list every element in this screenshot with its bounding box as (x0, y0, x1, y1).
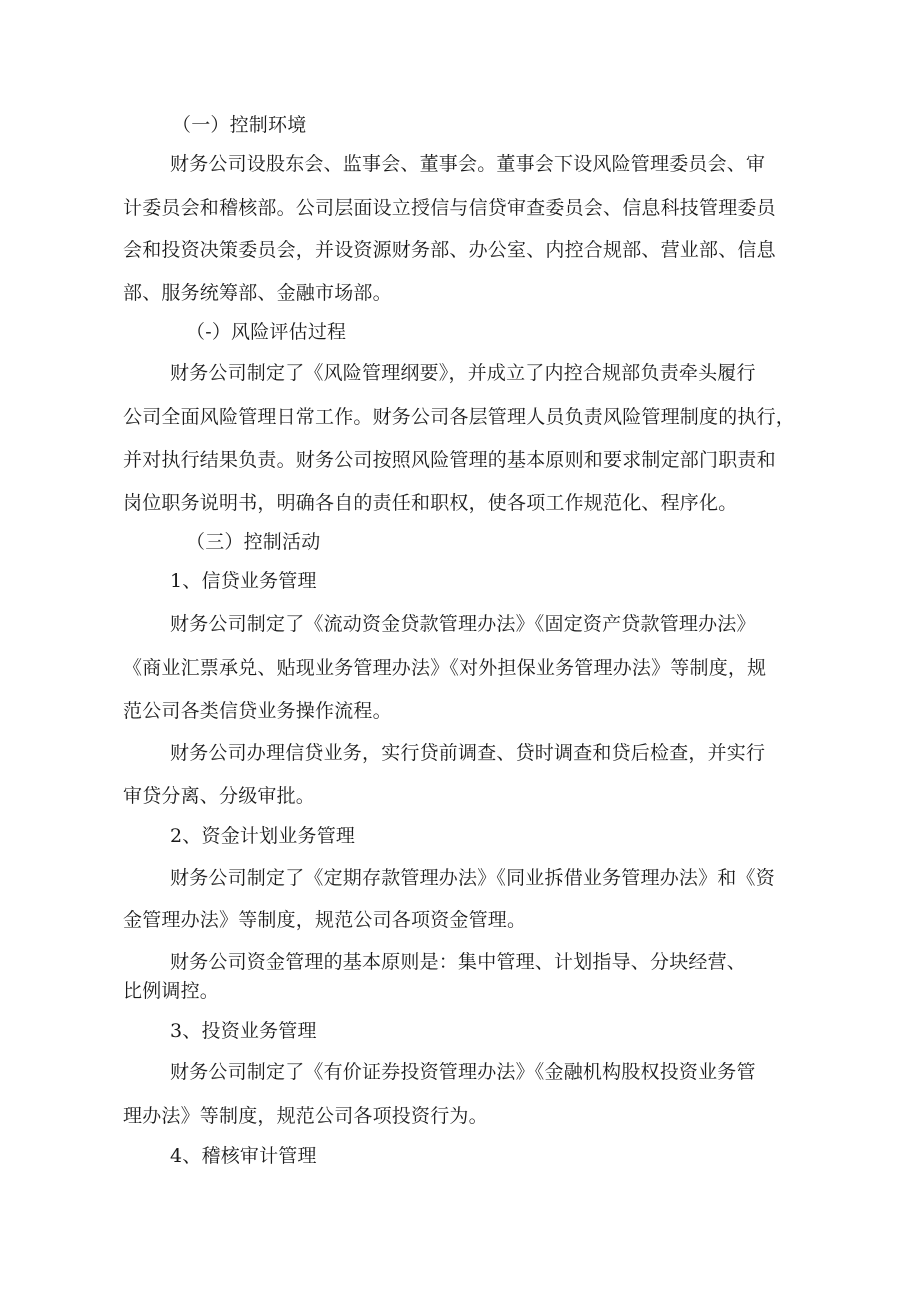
section-heading-risk-assessment: （-）风险评估过程 (186, 321, 347, 343)
paragraph-line: 会和投资决策委员会，并设资源财务部、办公室、内控合规部、营业部、信息 (123, 239, 776, 261)
paragraph-line: 理办法》等制度，规范公司各项投资行为。 (123, 1105, 488, 1127)
paragraph-line: 公司全面风险管理日常工作。财务公司各层管理人员负责风险管理制度的执行， (123, 406, 796, 428)
subsection-heading-investment: 3、投资业务管理 (170, 1020, 317, 1042)
paragraph-line: 《商业汇票承兑、贴现业务管理办法》《对外担保业务管理办法》等制度，规 (123, 657, 767, 679)
paragraph-line: 财务公司制定了《风险管理纲要》，并成立了内控合规部负责牵头履行 (170, 362, 756, 384)
paragraph-line: 财务公司资金管理的基本原则是：集中管理、计划指导、分块经营、 (170, 951, 747, 973)
paragraph-line: 财务公司制定了《定期存款管理办法》《同业拆借业务管理办法》和《资 (170, 867, 775, 889)
subsection-heading-credit: 1、信贷业务管理 (170, 570, 317, 592)
paragraph-line: 比例调控。 (123, 980, 220, 1002)
paragraph-line: 财务公司制定了《有价证券投资管理办法》《金融机构股权投资业务管 (170, 1061, 756, 1083)
subsection-heading-audit: 4、稽核审计管理 (170, 1145, 317, 1167)
section-heading-control-activities: （三）控制活动 (186, 531, 321, 553)
paragraph-line: 财务公司办理信贷业务，实行贷前调查、贷时调查和贷后检查，并实行 (170, 742, 766, 764)
paragraph-line: 岗位职务说明书，明确各自的责任和职权，使各项工作规范化、程序化。 (123, 492, 738, 514)
section-heading-control-environment: （一）控制环境 (172, 114, 307, 136)
paragraph-line: 财务公司设股东会、监事会、董事会。董事会下设风险管理委员会、审 (170, 153, 766, 175)
paragraph-line: 并对执行结果负责。财务公司按照风险管理的基本原则和要求制定部门职责和 (123, 449, 776, 471)
paragraph-line: 计委员会和稽核部。公司层面设立授信与信贷审查委员会、信息科技管理委员 (123, 197, 776, 219)
paragraph-line: 财务公司制定了《流动资金贷款管理办法》《固定资产贷款管理办法》 (170, 613, 756, 635)
subsection-heading-fund-planning: 2、资金计划业务管理 (170, 825, 356, 847)
paragraph-line: 金管理办法》等制度，规范公司各项资金管理。 (123, 909, 527, 931)
paragraph-line: 审贷分离、分级审批。 (123, 785, 316, 807)
paragraph-line: 范公司各类信贷业务操作流程。 (123, 700, 392, 722)
paragraph-line: 部、服务统筹部、金融市场部。 (123, 282, 392, 304)
